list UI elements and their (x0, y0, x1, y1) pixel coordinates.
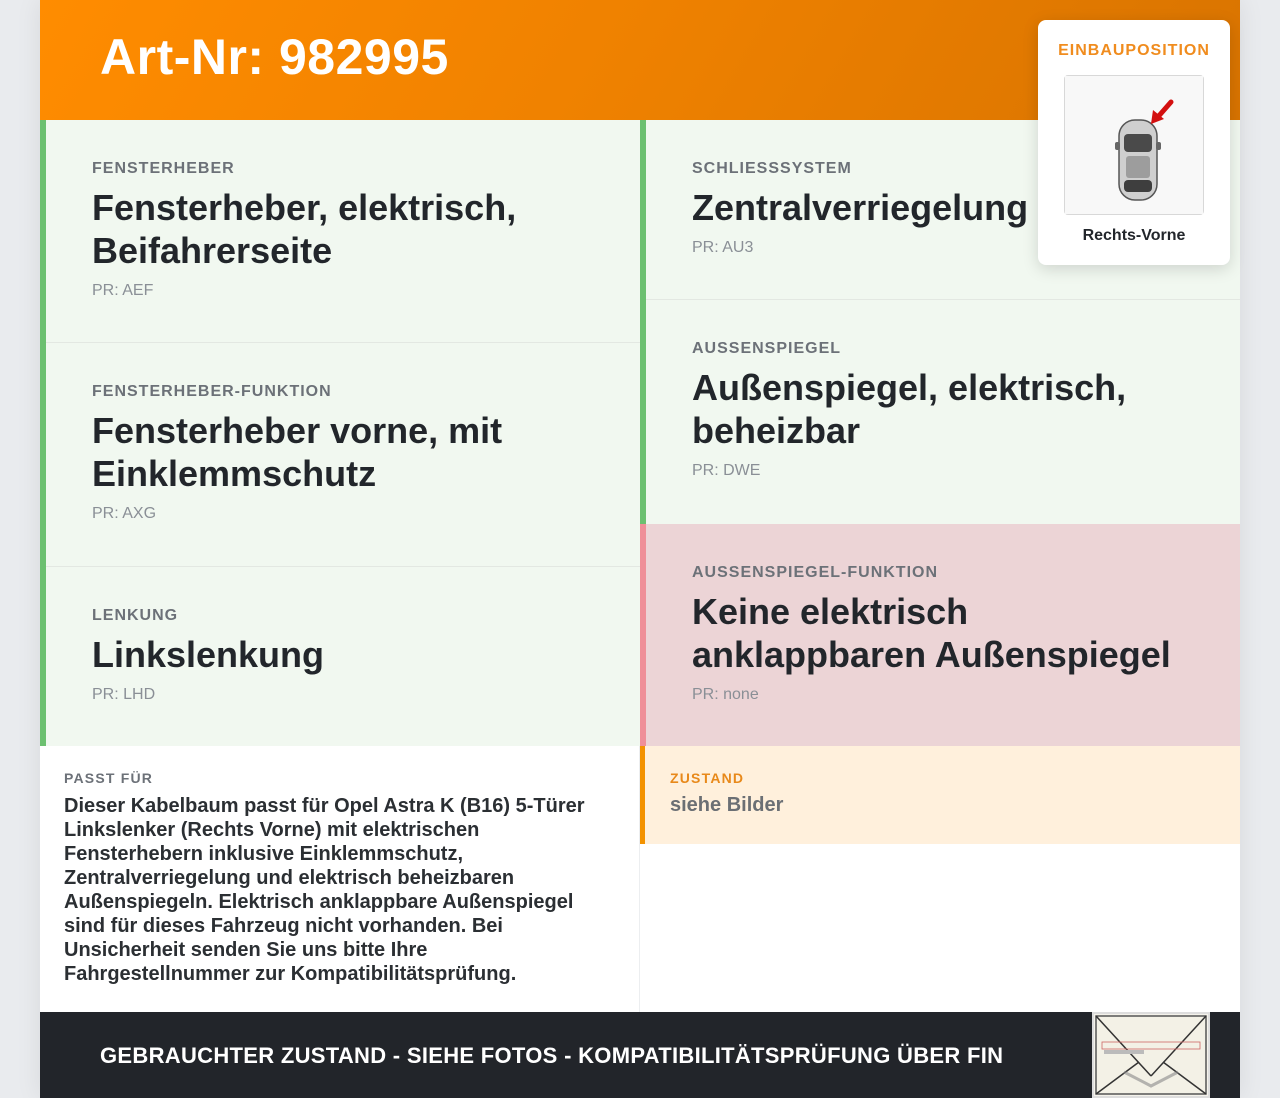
document-stamp-image (1092, 1012, 1210, 1098)
feature-pr-code: PR: none (692, 686, 759, 703)
feature-value: Fensterheber vorne, mit Einklemmschutz (92, 410, 503, 494)
feature-lenkung (40, 567, 640, 746)
condition-value: siehe Bilder (670, 794, 784, 816)
feature-label: FENSTERHEBER-FUNKTION (92, 383, 332, 400)
footer-text: GEBRAUCHTER ZUSTAND - SIEHE FOTOS - KOMPATIBILITÄTSPRÜFUNG ÜBER FIN (100, 1043, 1004, 1068)
row-divider (46, 342, 640, 343)
feature-pr-code: PR: AXG (92, 505, 157, 522)
feature-aussenspiegel-funktion (640, 524, 1240, 746)
compatibility-label: PASST FÜR (64, 770, 154, 786)
condition-section (640, 746, 1240, 844)
feature-value: Zentralverriegelung (692, 187, 1029, 228)
feature-value: Keine elektrisch anklappbaren Außenspiegel (692, 591, 1171, 675)
feature-aussenspiegel (640, 300, 1240, 524)
feature-pr-code: PR: DWE (692, 462, 761, 479)
feature-label: AUSSENSPIEGEL (692, 340, 842, 357)
article-number: Art-Nr: 982995 (100, 29, 449, 85)
condition-label: ZUSTAND (670, 770, 745, 786)
compatibility-text: Dieser Kabelbaum passt für Opel Astra K (B16) 5-Türer Linkslenker (Rechts Vorne) mit elektrischen Fensterhebern inklusive Einklemmschutz, Zentralverriegelung und elektrisch beheizbaren Außenspiegeln. Elektrisch anklappbare Außenspiegel sind für dieses Fahrzeug nicht vorhanden. Bei Unsicherheit senden Sie uns bitte Ihre Fahrgestellnummer zur Kompatibilitätsprüfung. (64, 795, 585, 985)
footer-bar (40, 1012, 1240, 1098)
installation-position-title: EINBAUPOSITION (1058, 42, 1210, 59)
feature-label: AUSSENSPIEGEL-FUNKTION (692, 564, 939, 581)
feature-value: Linkslenkung (92, 634, 325, 675)
feature-pr-code: PR: AEF (92, 282, 154, 299)
compatibility-section (40, 746, 640, 1012)
car-position-image (1064, 75, 1204, 215)
feature-pr-code: PR: AU3 (692, 239, 754, 256)
feature-value: Außenspiegel, elektrisch, beheizbar (692, 367, 1127, 451)
row-divider (646, 299, 1240, 300)
feature-label: SCHLIESSSYSTEM (692, 160, 852, 177)
car-top-view-icon (1065, 76, 1203, 214)
feature-fensterheber (40, 120, 640, 343)
installation-position-card (1038, 20, 1230, 265)
feature-label: FENSTERHEBER (92, 160, 235, 177)
feature-pr-code: PR: LHD (92, 686, 156, 703)
envelope-icon (1094, 1014, 1208, 1096)
installation-position-value: Rechts-Vorne (1082, 227, 1186, 244)
feature-fensterheber-funktion (40, 343, 640, 567)
row-divider (46, 566, 640, 567)
feature-label: LENKUNG (92, 607, 179, 624)
feature-value: Fensterheber, elektrisch, Beifahrerseite (92, 187, 517, 271)
